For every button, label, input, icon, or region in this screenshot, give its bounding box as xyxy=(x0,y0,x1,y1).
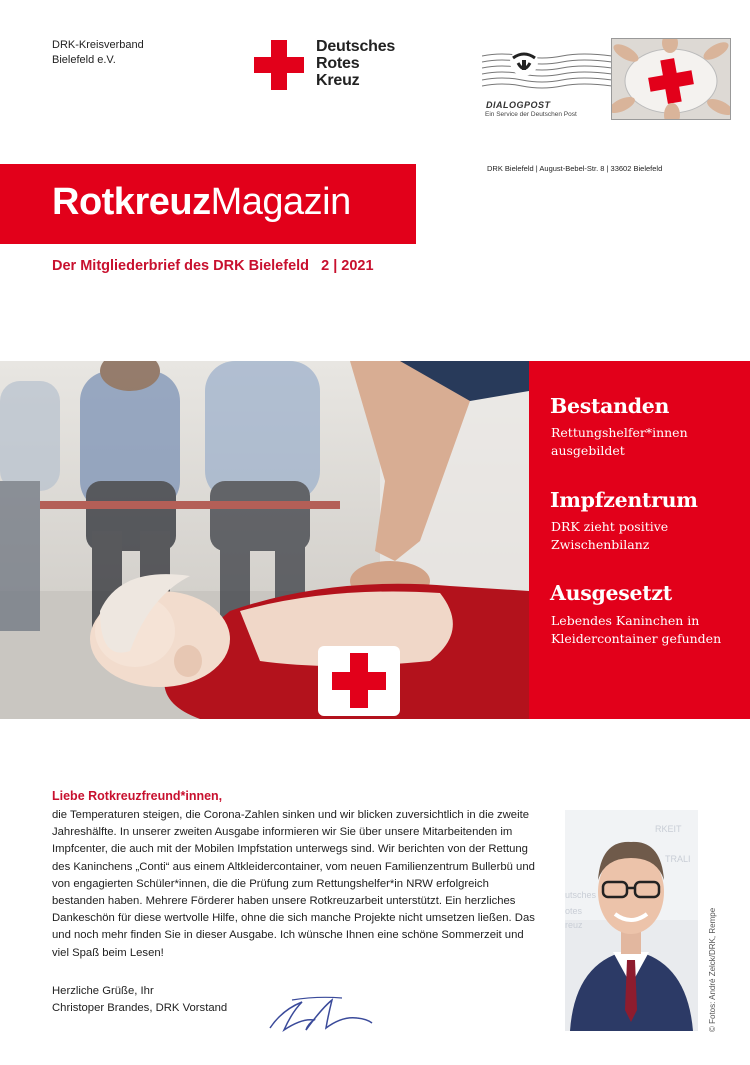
letter-closing xyxy=(52,983,227,1017)
dialogpost-stamp xyxy=(482,38,612,122)
cpr-training-image xyxy=(0,361,529,719)
signatory-line: Christoper Brandes, DRK Vorstand xyxy=(52,1002,228,1015)
svg-text:RKEIT: RKEIT xyxy=(655,824,682,834)
svg-text:reuz: reuz xyxy=(565,920,583,930)
svg-text:TRALI: TRALI xyxy=(665,854,691,864)
dialogpost-label: DIALOGPOST xyxy=(486,100,551,110)
letter-greeting: Liebe Rotkreuzfreund*innen, xyxy=(52,789,223,803)
return-address: DRK Bielefeld | August-Bebel-Str. 8 | 33602 Bielefeld xyxy=(487,164,663,173)
portrait-photo xyxy=(565,810,698,1031)
teaser-box xyxy=(529,361,750,719)
board-member-portrait xyxy=(565,810,698,1031)
teaser-3-headline: Ausgesetzt xyxy=(550,581,672,605)
sender-line-2: Bielefeld e.V. xyxy=(52,54,116,66)
drk-logo xyxy=(254,38,424,94)
hero-photo-cpr xyxy=(0,361,529,719)
logo-wordmark: Deutsches Rotes Kreuz xyxy=(316,38,396,89)
magazine-subtitle: Der Mitgliederbrief des DRK Bielefeld 2 | 2021 xyxy=(52,258,374,274)
photo-credit: © Fotos: André Zelck/DRK, Rempe xyxy=(708,907,717,1032)
stamp-photo-hands xyxy=(611,38,731,120)
svg-text:utsches: utsches xyxy=(565,890,597,900)
hands-cross-image xyxy=(612,39,730,119)
teaser-1-headline: Bestanden xyxy=(550,394,670,418)
postmark-lines-icon xyxy=(482,46,612,92)
magazine-title-bar xyxy=(0,164,416,244)
red-cross-icon xyxy=(254,40,304,90)
letter-body: die Temperaturen steigen, die Corona-Zahlen sinken und wir blicken zuversichtlich in die zweite Jahreshälfte. In unserer zweiten Ausgabe informieren wir Sie über unsere Mitarbeitenden im Impfcenter, die auch mit der Mobilen Impfstation unterwegs sind. Wir berichten von der Rettung des Kaninchens „Conti“ aus einem Altkleidercontainer, vom neuen Familienzentrum Bullerbü und von engagierten Schüler*innen, die die Prüfung zum Rettungshelfer*in NRW erfolgreich bestanden haben. Mehrere Förderer haben unsere Rotkreuzarbeit unterstützt. Ein herzliches Dankeschön für diese wertvolle Hilfe, ohne die sich manche Projekte nicht umsetzen ließen. Das und noch mehr finden Sie in dieser Ausgabe. Ich wünsche Ihnen eine schöne Sommerzeit und viel Spaß beim Lesen! xyxy=(52,809,535,959)
dialogpost-subtitle: Ein Service der Deutschen Post xyxy=(485,111,577,118)
sender-address xyxy=(52,38,144,68)
magazine-title: RotkreuzMagazin xyxy=(52,181,351,223)
teaser-2-headline: Impfzentrum xyxy=(550,488,698,512)
sender-line-1: DRK-Kreisverband xyxy=(52,39,144,51)
teaser-1-text: Rettungshelfer*innen ausgebildet xyxy=(551,425,688,458)
teaser-2-text: DRK zieht positive Zwischenbilanz xyxy=(551,519,669,552)
svg-text:otes: otes xyxy=(565,906,583,916)
teaser-3-text: Lebendes Kaninchen in Kleidercontainer gefunden xyxy=(551,613,722,646)
signature-image xyxy=(262,990,377,1035)
closing-line: Herzliche Grüße, Ihr xyxy=(52,985,154,997)
